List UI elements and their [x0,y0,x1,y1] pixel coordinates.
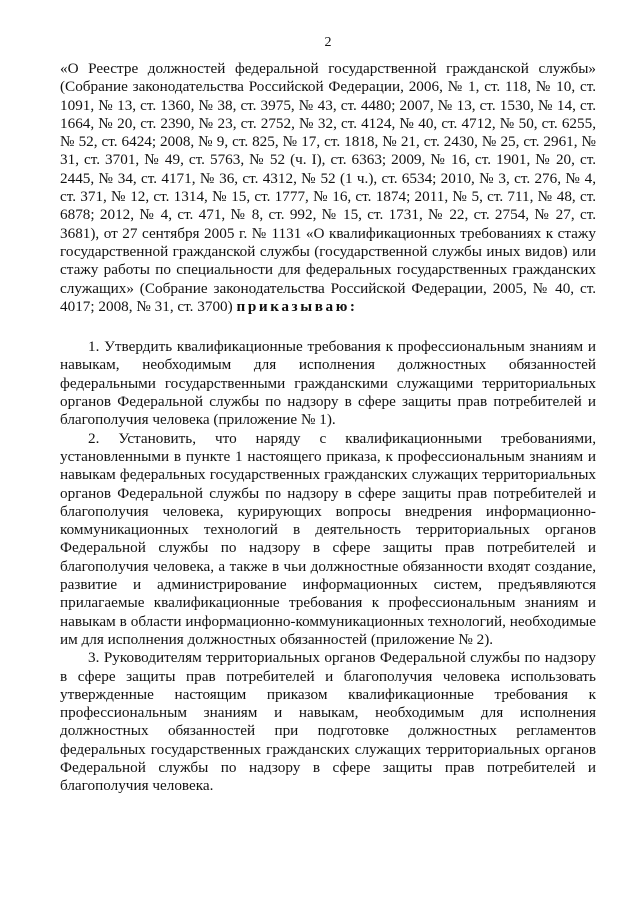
intro-paragraph [60,60,596,316]
document-page [60,34,596,796]
intro-text: «О Реестре должностей федеральной государственной гражданской службы» (Собрание законодательства Российской Федерации, 2006, № 1, ст. 118, № 10, ст. 1091, № 13, ст. 1360, № 38, ст. 3975, № 43, ст. 4480; 2007, № 13, ст. 1530, № 14, ст. 1664, № 20, ст. 2390, № 23, ст. 2752, № 32, ст. 4124, № 40, ст. 4712, № 50, ст. 6255, № 52, ст. 6424; 2008, № 9, ст. 825, № 17, ст. 1818, № 21, ст. 2430, № 25, ст. 2961, № 31, ст. 3701, № 49, ст. 5763, № 52 (ч. I), ст. 6363; 2009, № 16, ст. 1901, № 20, ст. 2445, № 34, ст. 4171, № 36, ст. 4312, № 52 (1 ч.), ст. 6534; 2010, № 3, ст. 276, № 4, ст. 371, № 12, ст. 1314, № 15, ст. 1777, № 16, ст. 1874; 2011, № 5, ст. 711, № 48, ст. 6878; 2012, № 4, ст. 471, № 8, ст. 992, № 15, ст. 1731, № 22, ст. 2754, № 27, ст. 3681), от 27 сентября 2005 г. № 1131 «О квалификационных требованиях к стажу государственной гражданской службы (государственной службы иных видов) или стажу работы по специальности для федеральных государственных гражданских служащих» (Собрание законодательства Российской Федерации, 2005, № 40, ст. 4017; 2008, № 31, ст. 3700) [60,60,596,315]
paragraph-1: 1. Утвердить квалификационные требования к профессиональным знаниям и навыкам, необходимым для исполнения должностных обязанностей федеральными государственными гражданскими служащими территориальных органов Федеральной службы по надзору в сфере защиты прав потребителей и благополучия человека (приложение № 1). [60,338,596,429]
page-number: 2 [324,35,332,50]
paragraph-3: 3. Руководителям территориальных органов Федеральной службы по надзору в сфере защиты прав потребителей и благополучия человека использовать утвержденные настоящим приказом квалификационные требования к профессиональным знаниям и навыкам, необходимым для исполнения должностных обязанностей при подготовке должностных регламентов федеральных государственных гражданских служащих территориальных органов Федеральной службы по надзору в сфере защиты прав потребителей и благополучия человека. [60,649,596,795]
paragraph-2: 2. Установить, что наряду с квалификационными требованиями, установленными в пункте 1 настоящего приказа, к профессиональным знаниям и навыкам федеральных государственных гражданских служащих территориальных органов Федеральной службы по надзору в сфере защиты прав потребителей и благополучия человека, курирующих вопросы внедрения информационно-коммуникационных технологий в деятельность территориальных органов Федеральной службы по надзору в сфере защиты прав потребителей и благополучия человека, а также в чьи должностные обязанности входят создание, развитие и администрирование информационных систем, предъявляются прилагаемые квалификационные требования к профессиональным знаниям и навыкам в области информационно-коммуникационных технологий, необходимые им для исполнения должностных обязанностей (приложение № 2). [60,429,596,648]
order-word: приказываю: [236,297,358,315]
